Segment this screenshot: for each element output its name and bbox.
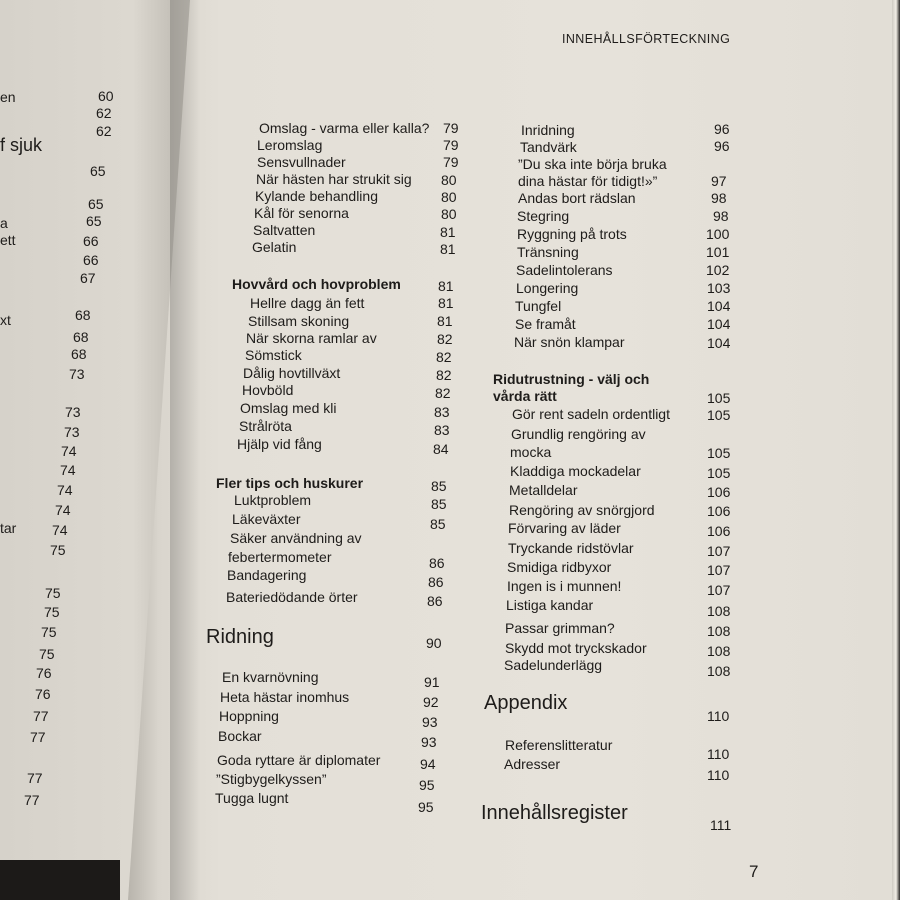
toc-entry-label: Ryggning på trots [517,226,627,242]
left-entry-page: 75 [50,542,66,558]
toc-entry-page: 108 [707,643,731,659]
left-entry-label: f sjuk [0,135,43,155]
left-entry-page: 65 [90,163,106,179]
toc-entry-page: 86 [428,574,444,590]
toc-entry-label: Gör rent sadeln ordentligt [512,406,670,422]
toc-entry-page: 103 [707,280,731,296]
section-heading-page: 85 [431,478,447,494]
toc-entry-page: 104 [707,298,731,314]
left-entry-page: 77 [24,792,40,808]
toc-entry-label: Andas bort rädslan [518,190,636,206]
toc-entry-label: Saltvatten [253,222,316,238]
left-entry-page: 73 [64,424,80,440]
left-entry-page: 75 [41,624,57,640]
toc-entry-page: 91 [424,674,440,690]
left-entry-page: 68 [75,307,91,323]
toc-entry-label: När skorna ramlar av [246,330,377,346]
toc-entry-label: Listiga kandar [506,597,594,613]
toc-entry-label: Kål för senorna [254,205,349,221]
chapter-heading-page: 111 [710,817,732,833]
left-entry-page: 68 [73,329,89,345]
toc-entry-label: Stegring [517,208,570,224]
toc-entry-page: 105 [707,465,731,481]
toc-entry-label: Goda ryttare är diplomater [217,752,381,768]
toc-entry-page: 102 [706,262,730,278]
toc-entry-label: Smidiga ridbyxor [507,559,612,575]
left-entry-page: 74 [60,462,76,478]
left-entry-page: 74 [52,522,68,538]
toc-entry-label: Adresser [504,756,561,772]
toc-entry-page: 104 [707,316,731,332]
toc-entry-page: 110 [707,746,730,762]
toc-entry-page: 80 [441,206,457,222]
toc-entry-label: Hovböld [242,382,294,398]
toc-entry-page: 82 [435,385,451,401]
left-entry-page: 60 [98,88,114,104]
toc-entry-page: 93 [421,734,437,750]
toc-entry-label: Dålig hovtillväxt [243,365,341,381]
left-entry-page: 74 [57,482,73,498]
section-heading-label: Fler tips och huskurer [216,475,364,491]
toc-entry-label: Tugga lugnt [215,790,289,806]
toc-entry-page: 86 [427,593,443,609]
toc-entry-label: Ingen is i munnen! [507,578,622,594]
left-entry-page: 73 [69,366,85,382]
toc-entry-page: 106 [707,523,731,539]
toc-entry-page: 94 [420,756,436,772]
toc-entry-label: Omslag - varma eller kalla? [259,120,430,136]
toc-entry-label: Förvaring av läder [508,520,621,536]
toc-entry-label: Sensvullnader [257,154,346,170]
toc-entry-label: När snön klampar [514,334,625,350]
toc-entry-page: 101 [706,244,730,260]
toc-entry-page: 104 [707,335,731,351]
toc-entry-label: Grundlig rengöring av [511,426,646,442]
toc-entry-label: Inridning [521,122,575,138]
toc-entry-page: 81 [440,224,456,240]
toc-entry-page: 108 [707,603,731,619]
toc-entry-label: Tandvärk [520,139,577,155]
toc-entry-page: 107 [707,562,731,578]
left-entry-page: 77 [27,770,43,786]
left-entry-page: 62 [96,105,112,121]
toc-entry-page: 108 [707,663,731,679]
left-entry-page: 66 [83,233,99,249]
toc-entry-label: Gelatin [252,239,297,255]
toc-entry-label: Säker användning av [230,530,362,546]
toc-entry-page: 98 [713,208,729,224]
toc-entry-label: Stillsam skoning [248,313,350,329]
toc-entry-page: 107 [707,582,731,598]
toc-entry-page: 97 [711,173,727,189]
toc-entry-page: 106 [707,484,731,500]
section-heading-page: 105 [707,390,731,406]
toc-entry-label: Skydd mot tryckskador [505,640,647,656]
toc-entry-label: Leromslag [257,137,323,153]
left-entry-page: 76 [35,686,51,702]
toc-entry-page: 83 [434,422,450,438]
toc-entry-label: Longering [516,280,579,296]
toc-entry-page: 95 [418,799,434,815]
toc-entry-page: 92 [423,694,439,710]
running-header: INNEHÅLLSFÖRTECKNING [562,32,731,46]
toc-entry-page: 81 [438,295,454,311]
toc-entry-page: 86 [429,555,445,571]
toc-entry-page: 98 [711,190,727,206]
toc-entry-label: Läkeväxter [232,511,301,527]
toc-entry-label: Bateriedödande örter [226,589,358,605]
toc-entry-label: Se framåt [515,316,576,332]
toc-entry-page: 96 [714,138,730,154]
toc-entry-label: Sömstick [245,347,302,363]
left-entry-page: 67 [80,270,96,286]
toc-entry-label: Metalldelar [509,482,578,498]
toc-entry-page: 85 [431,496,447,512]
toc-entry-label: febertermometer [228,549,332,565]
toc-entry-label: Hellre dagg än fett [250,295,365,311]
toc-entry-page: 79 [443,154,459,170]
toc-entry-page: 95 [419,777,435,793]
left-entry-page: 75 [39,646,55,662]
toc-entry-label: Rengöring av snörgjord [509,502,655,518]
toc-entry-label: Omslag med kli [240,400,337,416]
toc-entry-page: 81 [440,241,456,257]
left-entry-label: en [0,89,16,105]
toc-entry-label: Heta hästar inomhus [220,689,350,705]
toc-entry-label: dina hästar för tidigt!»” [518,173,658,189]
toc-entry-label: Strålröta [239,418,292,434]
toc-entry-page: 105 [707,445,731,461]
left-entry-page: 77 [30,729,46,745]
toc-entry-page: 82 [436,367,452,383]
left-entry-page: 68 [71,346,87,362]
chapter-heading-page: 110 [707,708,730,724]
toc-entry-label: Luktproblem [234,492,312,508]
toc-entry-page: 105 [707,407,731,423]
toc-entry-label: Hjälp vid fång [237,436,322,452]
toc-entry-label: Bockar [218,728,262,744]
toc-entry-page: 82 [436,349,452,365]
section-heading-label: Ridutrustning - välj och [493,371,650,387]
left-entry-page: 75 [44,604,60,620]
toc-entry-page: 84 [433,441,449,457]
toc-entry-page: 79 [443,137,459,153]
toc-entry-page: 79 [443,120,459,136]
toc-entry-label: Hoppning [219,708,279,724]
chapter-heading-label: Ridning [206,626,274,648]
left-entry-page: 75 [45,585,61,601]
toc-entry-page: 110 [707,767,730,783]
toc-entry-label: ”Du ska inte börja bruka [518,156,667,172]
toc-entry-label: ”Stigbygelkyssen” [216,771,327,787]
left-entry-page: 74 [61,443,77,459]
page-edge [892,0,900,900]
toc-entry-page: 80 [441,172,457,188]
toc-entry-label: mocka [510,444,552,460]
left-entry-page: 76 [36,665,52,681]
toc-entry-label: Tränsning [517,244,579,260]
left-entry-page: 77 [33,708,49,724]
section-heading-page: 81 [438,278,454,294]
page-number: 7 [749,862,759,881]
toc-entry-page: 107 [707,543,731,559]
background [0,860,120,900]
chapter-heading-label: Innehållsregister [481,802,628,824]
toc-entry-label: Tryckande ridstövlar [508,540,634,556]
gutter-shadow [170,0,200,900]
toc-entry-page: 83 [434,404,450,420]
left-entry-page: 65 [88,196,104,212]
toc-entry-page: 100 [706,226,730,242]
toc-entry-page: 80 [441,189,457,205]
section-heading-label: vårda rätt [493,388,557,404]
left-entry-label: a [0,215,8,231]
toc-entry-page: 81 [437,313,453,329]
toc-entry-page: 96 [714,121,730,137]
section-heading-label: Hovvård och hovproblem [232,276,401,292]
toc-entry-label: Sadelunderlägg [504,657,603,673]
toc-entry-label: Passar grimman? [505,620,615,636]
toc-entry-page: 108 [707,623,731,639]
left-entry-page: 62 [96,123,112,139]
left-entry-page: 74 [55,502,71,518]
left-entry-label: tar [0,520,17,536]
toc-entry-label: Kylande behandling [255,188,378,204]
left-entry-page: 73 [65,404,81,420]
toc-entry-label: Referenslitteratur [505,737,613,753]
toc-entry-page: 106 [707,503,731,519]
left-entry-label: ett [0,232,16,248]
chapter-heading-label: Appendix [484,692,568,714]
toc-entry-label: Tungfel [515,298,562,314]
toc-entry-label: Bandagering [227,567,307,583]
left-entry-label: xt [0,312,11,328]
toc-entry-page: 93 [422,714,438,730]
toc-entry-page: 85 [430,516,446,532]
toc-entry-label: När hästen har strukit sig [256,171,412,187]
left-entry-page: 66 [83,252,99,268]
toc-entry-label: Kladdiga mockadelar [510,463,641,479]
toc-entry-page: 82 [437,331,453,347]
toc-entry-label: En kvarnövning [222,669,319,685]
left-entry-page: 65 [86,213,102,229]
chapter-heading-page: 90 [426,635,442,651]
toc-entry-label: Sadelintolerans [516,262,613,278]
